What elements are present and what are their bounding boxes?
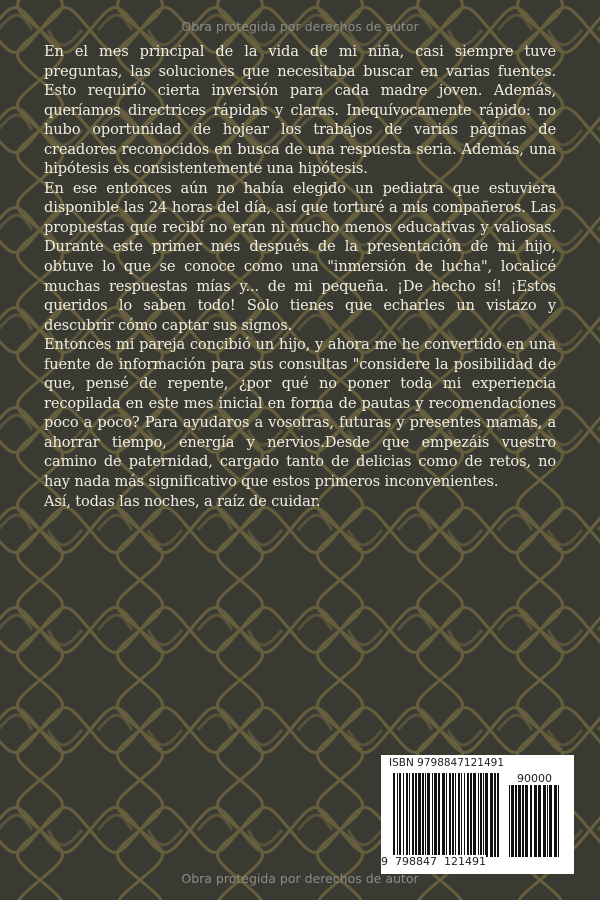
barcode-bar [478,773,479,857]
price-code: 90000 [517,772,552,785]
barcode-bar [455,773,456,857]
paragraph: Entonces mi pareja concibió un hijo, y ahora me he convertido en una fuente de información para sus consultas "considere la posibilidad de que, pensé de repente, ¿por qué no poner toda mi experiencia recopilada en este mes inicial en forma de pautas y recomendaciones poco a poco? Para ayudaros a vosotras, futuras y presentes mamás, a ahorrar tiempo, energía y nervios.Desde que empezáis vuestro camino de paternidad, cargado tanto de delicias como de retos, no hay nada más significativo que estos primeros inconvenientes. [44,336,556,491]
barcode-bar [547,785,548,857]
barcode-bar [422,773,424,857]
barcode-bar [406,773,408,857]
barcode-bar [558,785,559,857]
barcode-bar [449,773,451,857]
barcode-digits-group1: 798847 [395,855,437,868]
barcode-bar [543,785,546,857]
barcode-bar [409,773,410,857]
barcode-bar [522,785,524,857]
barcode-bar [511,785,514,857]
barcode-bar [399,773,401,857]
isbn-label: ISBN 9798847121491 [389,757,505,769]
barcode-bar [515,785,517,857]
barcode-bar [480,773,482,857]
paragraph: Así, todas las noches, a raíz de cuidar. [44,492,321,510]
barcode-bar [397,773,398,857]
paragraph: En el mes principal de la vida de mi niña, casi siempre tuve preguntas, las soluciones que necesitaba buscar en varias fuentes. Esto requirió cierta inversión para cada madre joven. Además, queríamos directrices rápidas y claras. Inequívocamente rápido: no hubo oportunidad de hojear los trabajos de varias páginas de creadores reconocidos en busca de una respuesta seria. Además, una hipótesis es consistentemente una hipótesis. [44,43,556,178]
copyright-watermark-bottom: Obra protegida por derechos de autor [181,871,419,886]
barcode-bar [483,773,484,857]
barcode-bar [461,773,462,857]
barcode-bar [432,773,433,857]
barcode-bar [554,785,557,857]
barcode-bar [497,773,499,857]
barcode-bar [490,773,493,857]
barcode-bar [525,785,528,857]
barcode-digit-first: 9 [381,855,388,868]
barcode-bar [464,773,465,857]
barcode-digits-group2: 121491 [444,855,486,868]
barcode-bar [470,773,472,857]
barcode-digits [381,855,486,868]
barcode-bar [425,773,426,857]
back-cover-text [44,42,556,511]
barcode-bar [549,785,552,857]
barcode-bar [458,773,460,857]
barcode-bar [412,773,414,857]
barcode-bar [418,773,421,857]
barcode-bar [467,773,469,857]
isbn-barcode [381,755,574,874]
barcode-bar [473,773,476,857]
barcode-bar [415,773,417,857]
barcode-bar [530,785,532,857]
barcode-bar [485,773,488,857]
barcode-bar [427,773,430,857]
barcode-bar [538,785,541,857]
barcode-bar [438,773,440,857]
paragraph: En ese entonces aún no había elegido un pediatra que estuviera disponible las 24 horas del día, así que torturé a mis compañeros. Las propuestas que recibí no eran ni mucho menos educativas y valiosas. Durante este primer mes después de la presentación de mi hijo, obtuve lo que se conoce como una "inmersión de lucha", localicé muchas respuestas mías y... de mi pequeña. ¡De hecho sí! ¡Estos queridos lo saben todo! Solo tienes que echarles un vistazo y descubrir cómo captar sus signos. [44,179,556,334]
barcode-bar [494,773,496,857]
barcode-bar [393,773,395,857]
barcode-bar [452,773,454,857]
barcode-bar [446,773,447,857]
barcode-bar [403,773,404,857]
barcode-bar [509,785,510,857]
barcode-bar [518,785,521,857]
barcode-bar [534,785,537,857]
barcode-bar [434,773,437,857]
barcode-bar [442,773,445,857]
barcode-addon-bars [509,785,561,863]
copyright-watermark-top: Obra protegida por derechos de autor [181,19,419,34]
